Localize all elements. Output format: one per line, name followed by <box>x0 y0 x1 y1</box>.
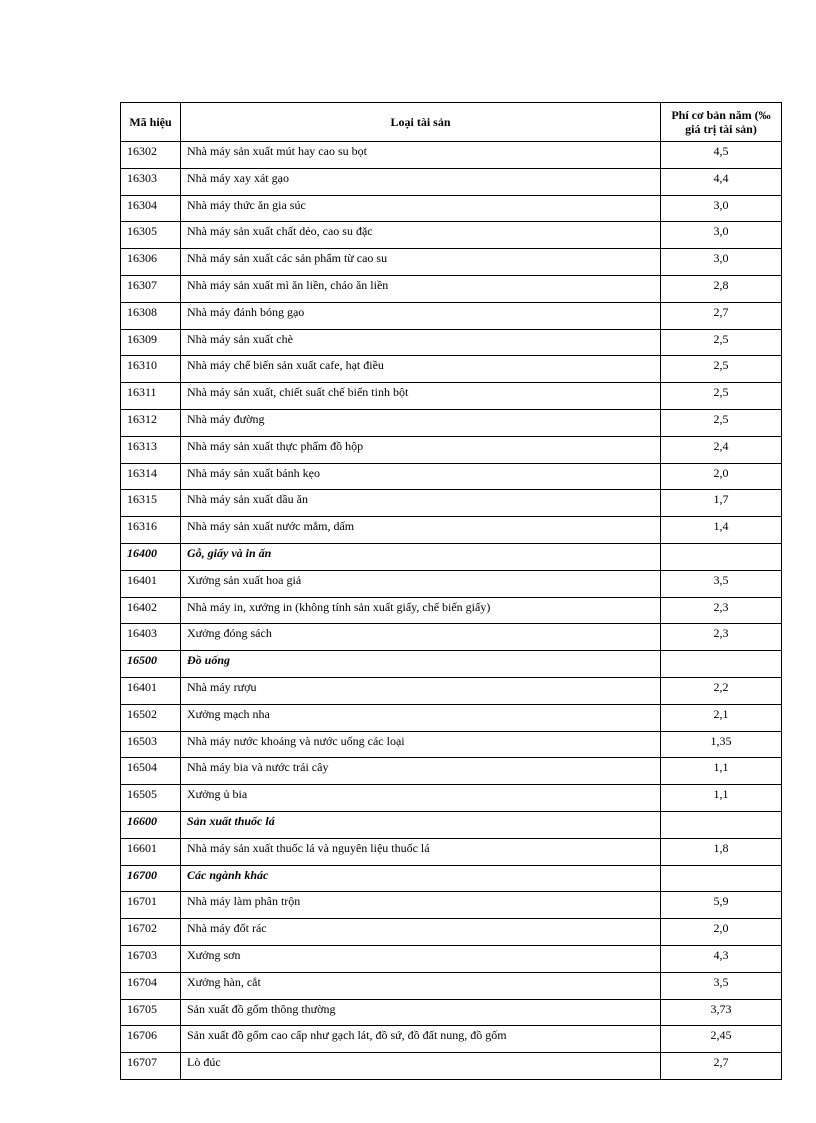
cell-asset-type: Sản xuất thuốc lá <box>181 811 661 838</box>
header-code: Mã hiệu <box>121 103 181 142</box>
cell-annual-rate: 4,3 <box>661 945 782 972</box>
cell-asset-type: Nhà máy làm phân trộn <box>181 892 661 919</box>
cell-annual-rate <box>661 811 782 838</box>
cell-code: 16500 <box>121 651 181 678</box>
cell-asset-type: Nhà máy đốt rác <box>181 919 661 946</box>
table-row <box>121 570 782 597</box>
cell-asset-type: Xưởng sản xuất hoa giả <box>181 570 661 597</box>
cell-annual-rate: 2,5 <box>661 409 782 436</box>
table-row <box>121 409 782 436</box>
cell-code: 16704 <box>121 972 181 999</box>
table-row <box>121 142 782 169</box>
cell-asset-type: Sản xuất đồ gốm thông thường <box>181 999 661 1026</box>
cell-annual-rate: 2,4 <box>661 436 782 463</box>
cell-annual-rate: 1,7 <box>661 490 782 517</box>
cell-code: 16309 <box>121 329 181 356</box>
cell-annual-rate: 1,1 <box>661 758 782 785</box>
cell-code: 16401 <box>121 677 181 704</box>
cell-asset-type: Nhà máy sản xuất, chiết suất chế biến tinh bột <box>181 383 661 410</box>
cell-annual-rate: 3,73 <box>661 999 782 1026</box>
cell-annual-rate: 1,8 <box>661 838 782 865</box>
table-row <box>121 919 782 946</box>
table-row <box>121 1053 782 1080</box>
cell-asset-type: Nhà máy sản xuất dầu ăn <box>181 490 661 517</box>
table-row <box>121 597 782 624</box>
cell-annual-rate: 4,5 <box>661 142 782 169</box>
group-row <box>121 865 782 892</box>
cell-annual-rate: 3,0 <box>661 249 782 276</box>
cell-annual-rate <box>661 865 782 892</box>
cell-asset-type: Nhà máy sản xuất thuốc lá và nguyên liệu thuốc lá <box>181 838 661 865</box>
table-row <box>121 490 782 517</box>
cell-annual-rate: 1,35 <box>661 731 782 758</box>
cell-annual-rate <box>661 651 782 678</box>
table-row <box>121 1026 782 1053</box>
cell-annual-rate: 2,3 <box>661 597 782 624</box>
table-row <box>121 436 782 463</box>
cell-asset-type: Nhà máy sản xuất nước mắm, dấm <box>181 517 661 544</box>
cell-code: 16311 <box>121 383 181 410</box>
table-row <box>121 731 782 758</box>
cell-asset-type: Xưởng sơn <box>181 945 661 972</box>
cell-asset-type: Nhà máy sản xuất các sản phẩm từ cao su <box>181 249 661 276</box>
cell-code: 16306 <box>121 249 181 276</box>
cell-annual-rate: 2,8 <box>661 275 782 302</box>
cell-asset-type: Nhà máy in, xưởng in (không tính sản xuất giấy, chế biến giấy) <box>181 597 661 624</box>
cell-asset-type: Đồ uống <box>181 651 661 678</box>
table-row <box>121 275 782 302</box>
cell-code: 16400 <box>121 543 181 570</box>
cell-asset-type: Các ngành khác <box>181 865 661 892</box>
table-row <box>121 624 782 651</box>
cell-annual-rate: 2,0 <box>661 919 782 946</box>
cell-asset-type: Xưởng hàn, cắt <box>181 972 661 999</box>
cell-asset-type: Nhà máy chế biến sản xuất cafe, hạt điều <box>181 356 661 383</box>
cell-annual-rate: 2,5 <box>661 383 782 410</box>
cell-code: 16707 <box>121 1053 181 1080</box>
table-body <box>121 142 782 1080</box>
cell-asset-type: Sản xuất đồ gốm cao cấp như gạch lát, đồ sứ, đồ đất nung, đồ gốm <box>181 1026 661 1053</box>
cell-asset-type: Nhà máy bia và nước trái cây <box>181 758 661 785</box>
cell-annual-rate: 3,0 <box>661 195 782 222</box>
table-row <box>121 677 782 704</box>
group-row <box>121 811 782 838</box>
table-row <box>121 302 782 329</box>
table-row <box>121 329 782 356</box>
cell-asset-type: Nhà máy sản xuất bánh kẹo <box>181 463 661 490</box>
cell-code: 16314 <box>121 463 181 490</box>
cell-code: 16312 <box>121 409 181 436</box>
cell-code: 16706 <box>121 1026 181 1053</box>
cell-asset-type: Nhà máy nước khoáng và nước uống các loại <box>181 731 661 758</box>
table-row <box>121 249 782 276</box>
cell-code: 16401 <box>121 570 181 597</box>
table-row <box>121 517 782 544</box>
table-row <box>121 195 782 222</box>
cell-annual-rate: 2,0 <box>661 463 782 490</box>
cell-code: 16304 <box>121 195 181 222</box>
cell-code: 16402 <box>121 597 181 624</box>
cell-code: 16302 <box>121 142 181 169</box>
cell-asset-type: Nhà máy thức ăn gia súc <box>181 195 661 222</box>
cell-annual-rate: 2,5 <box>661 329 782 356</box>
table-row <box>121 383 782 410</box>
cell-annual-rate: 2,7 <box>661 302 782 329</box>
cell-asset-type: Nhà máy xay xát gạo <box>181 168 661 195</box>
table-row <box>121 222 782 249</box>
cell-asset-type: Nhà máy sản xuất thực phẩm đồ hộp <box>181 436 661 463</box>
cell-asset-type: Gỗ, giấy và in ấn <box>181 543 661 570</box>
table-header <box>121 103 782 142</box>
cell-annual-rate: 3,0 <box>661 222 782 249</box>
cell-annual-rate: 2,7 <box>661 1053 782 1080</box>
cell-annual-rate: 4,4 <box>661 168 782 195</box>
table-row <box>121 945 782 972</box>
cell-asset-type: Nhà máy rượu <box>181 677 661 704</box>
table-row <box>121 704 782 731</box>
cell-annual-rate: 2,3 <box>661 624 782 651</box>
cell-asset-type: Xưởng đóng sách <box>181 624 661 651</box>
cell-annual-rate: 2,1 <box>661 704 782 731</box>
cell-code: 16403 <box>121 624 181 651</box>
table-row <box>121 168 782 195</box>
cell-code: 16308 <box>121 302 181 329</box>
table-row <box>121 785 782 812</box>
insurance-rate-table <box>120 102 782 1080</box>
cell-code: 16504 <box>121 758 181 785</box>
table-row <box>121 356 782 383</box>
table-row <box>121 892 782 919</box>
table-row <box>121 972 782 999</box>
table-row <box>121 463 782 490</box>
cell-asset-type: Nhà máy sản xuất mì ăn liền, cháo ăn liền <box>181 275 661 302</box>
cell-annual-rate: 1,4 <box>661 517 782 544</box>
header-annual-rate: Phí cơ bản năm (‰ giá trị tài sản) <box>661 103 782 142</box>
cell-code: 16600 <box>121 811 181 838</box>
cell-asset-type: Xưởng ủ bia <box>181 785 661 812</box>
cell-code: 16703 <box>121 945 181 972</box>
table-row <box>121 758 782 785</box>
cell-code: 16505 <box>121 785 181 812</box>
cell-code: 16310 <box>121 356 181 383</box>
table-row <box>121 838 782 865</box>
cell-annual-rate: 3,5 <box>661 972 782 999</box>
cell-code: 16705 <box>121 999 181 1026</box>
cell-code: 16315 <box>121 490 181 517</box>
cell-code: 16303 <box>121 168 181 195</box>
cell-annual-rate: 3,5 <box>661 570 782 597</box>
cell-code: 16700 <box>121 865 181 892</box>
cell-annual-rate: 2,2 <box>661 677 782 704</box>
cell-annual-rate: 2,45 <box>661 1026 782 1053</box>
cell-asset-type: Nhà máy sản xuất chất dẻo, cao su đặc <box>181 222 661 249</box>
header-row <box>121 103 782 142</box>
group-row <box>121 543 782 570</box>
cell-asset-type: Nhà máy đường <box>181 409 661 436</box>
cell-asset-type: Nhà máy sản xuất mút hay cao su bọt <box>181 142 661 169</box>
cell-code: 16702 <box>121 919 181 946</box>
cell-code: 16316 <box>121 517 181 544</box>
cell-annual-rate: 5,9 <box>661 892 782 919</box>
cell-code: 16502 <box>121 704 181 731</box>
table-row <box>121 999 782 1026</box>
cell-asset-type: Nhà máy sản xuất chè <box>181 329 661 356</box>
cell-code: 16307 <box>121 275 181 302</box>
cell-code: 16313 <box>121 436 181 463</box>
cell-asset-type: Lò đúc <box>181 1053 661 1080</box>
cell-code: 16601 <box>121 838 181 865</box>
group-row <box>121 651 782 678</box>
cell-asset-type: Xưởng mạch nha <box>181 704 661 731</box>
cell-annual-rate: 1,1 <box>661 785 782 812</box>
cell-annual-rate <box>661 543 782 570</box>
header-asset-type: Loại tài sản <box>181 103 661 142</box>
cell-code: 16701 <box>121 892 181 919</box>
cell-code: 16305 <box>121 222 181 249</box>
cell-asset-type: Nhà máy đánh bóng gạo <box>181 302 661 329</box>
cell-code: 16503 <box>121 731 181 758</box>
cell-annual-rate: 2,5 <box>661 356 782 383</box>
